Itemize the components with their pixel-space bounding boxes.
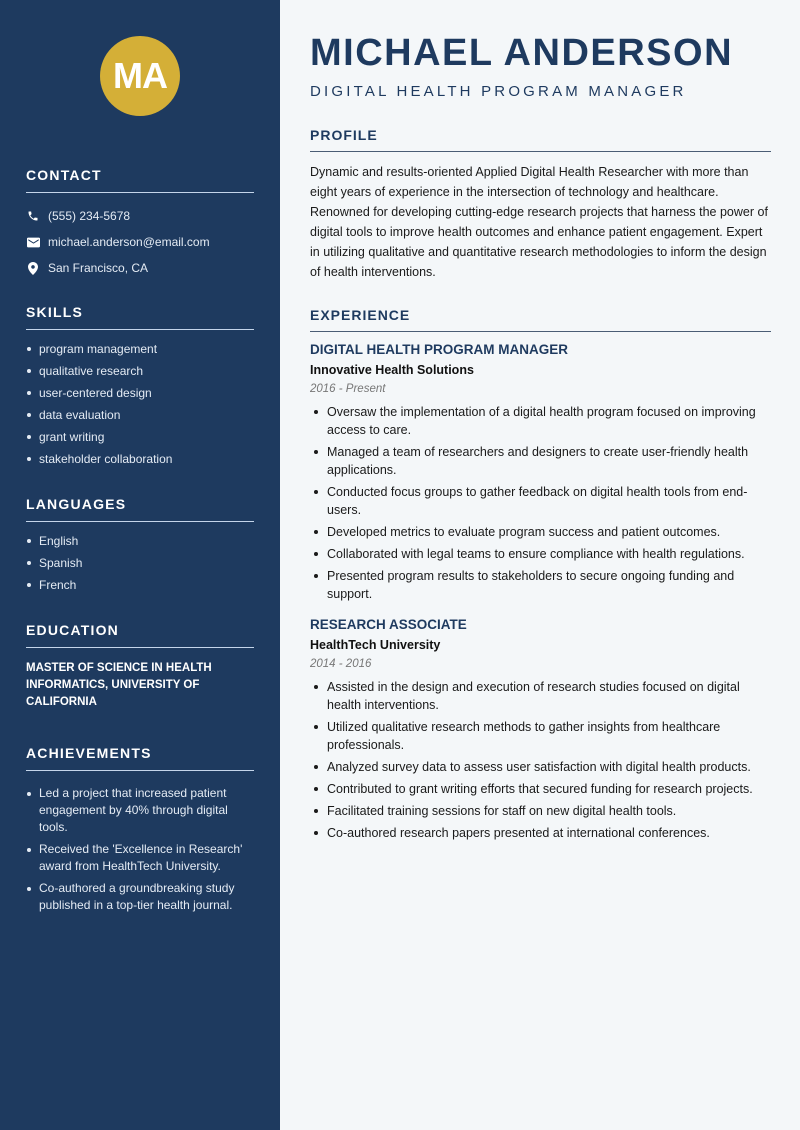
sidebar — [0, 0, 280, 1130]
language-item: English — [26, 532, 254, 554]
skill-item: data evaluation — [26, 406, 254, 428]
achievements-section — [26, 745, 254, 919]
candidate-title: DIGITAL HEALTH PROGRAM MANAGER — [310, 83, 687, 100]
location-pin-icon — [26, 261, 40, 275]
job-bullet: Developed metrics to evaluate program success and patient outcomes. — [310, 523, 771, 541]
skills-list — [26, 340, 254, 472]
contact-heading: CONTACT — [26, 167, 254, 193]
profile-text: Dynamic and results-oriented Applied Digital Health Researcher with more than eight years of experience in the intersection of technology and healthcare. Renowned for developing cutting-edge research projects that harness the power of digital tools to improve health outcomes and enhance patient engagement. Expert in utilizing qualitative and quantitative research methodologies to inform the design of health interventions. — [310, 165, 768, 279]
job-title: RESEARCH ASSOCIATE — [310, 617, 467, 632]
achievement-item: Led a project that increased patient engagement by 40% through digital tools. — [26, 785, 254, 836]
candidate-name: MICHAEL ANDERSON — [310, 32, 734, 74]
education-degree: MASTER OF SCIENCE IN HEALTH INFORMATICS, UNIVERSITY OF CALIFORNIA — [26, 662, 212, 708]
languages-list — [26, 532, 254, 598]
job-entry — [310, 617, 771, 842]
experience-heading: EXPERIENCE — [310, 307, 771, 332]
phone-text: (555) 234-5678 — [48, 209, 131, 223]
job-bullets — [310, 403, 771, 603]
contact-location — [26, 255, 254, 281]
job-bullet: Collaborated with legal teams to ensure compliance with health regulations. — [310, 545, 771, 563]
contact-email — [26, 229, 254, 255]
job-bullet: Co-authored research papers presented at international conferences. — [310, 824, 771, 842]
achievement-item: Received the 'Excellence in Research' award from HealthTech University. — [26, 841, 254, 875]
job-dates: 2016 - Present — [310, 383, 386, 395]
job-bullets — [310, 678, 771, 842]
achievements-heading: ACHIEVEMENTS — [26, 745, 254, 771]
job-bullet: Contributed to grant writing efforts that secured funding for research projects. — [310, 780, 771, 798]
languages-heading: LANGUAGES — [26, 496, 254, 522]
skill-item: qualitative research — [26, 362, 254, 384]
job-bullet: Analyzed survey data to assess user satisfaction with digital health products. — [310, 758, 771, 776]
language-item: Spanish — [26, 554, 254, 576]
avatar — [100, 36, 180, 116]
job-bullet: Oversaw the implementation of a digital health program focused on improving access to care. — [310, 403, 771, 439]
job-company: HealthTech University — [310, 638, 441, 652]
job-bullet: Utilized qualitative research methods to gather insights from healthcare professionals. — [310, 718, 771, 754]
job-bullet: Presented program results to stakeholders to secure ongoing funding and support. — [310, 567, 771, 603]
job-dates: 2014 - 2016 — [310, 658, 372, 670]
language-item: French — [26, 576, 254, 598]
profile-section — [310, 127, 771, 282]
avatar-initials: MA — [113, 55, 167, 96]
phone-icon — [26, 209, 40, 223]
skill-item: user-centered design — [26, 384, 254, 406]
achievements-list — [26, 785, 254, 914]
location-text: San Francisco, CA — [48, 261, 149, 275]
languages-section — [26, 496, 254, 598]
job-bullet: Conducted focus groups to gather feedback on digital health tools from end-users. — [310, 483, 771, 519]
email-icon — [26, 235, 40, 249]
education-section — [26, 622, 254, 711]
job-bullet: Managed a team of researchers and designers to create user-friendly health applications. — [310, 443, 771, 479]
job-entry — [310, 342, 771, 603]
contact-section — [26, 167, 254, 281]
job-company: Innovative Health Solutions — [310, 363, 474, 377]
skills-section — [26, 304, 254, 472]
job-bullet: Assisted in the design and execution of research studies focused on digital health interventions. — [310, 678, 771, 714]
experience-section — [310, 307, 771, 856]
email-link[interactable]: michael.anderson@email.com — [48, 235, 210, 249]
skill-item: grant writing — [26, 428, 254, 450]
profile-heading: PROFILE — [310, 127, 771, 152]
contact-phone — [26, 203, 254, 229]
job-bullet: Facilitated training sessions for staff on new digital health tools. — [310, 802, 771, 820]
skill-item: program management — [26, 340, 254, 362]
achievement-item: Co-authored a groundbreaking study published in a top-tier health journal. — [26, 880, 254, 914]
job-title: DIGITAL HEALTH PROGRAM MANAGER — [310, 342, 568, 357]
education-heading: EDUCATION — [26, 622, 254, 648]
skills-heading: SKILLS — [26, 304, 254, 330]
skill-item: stakeholder collaboration — [26, 450, 254, 472]
